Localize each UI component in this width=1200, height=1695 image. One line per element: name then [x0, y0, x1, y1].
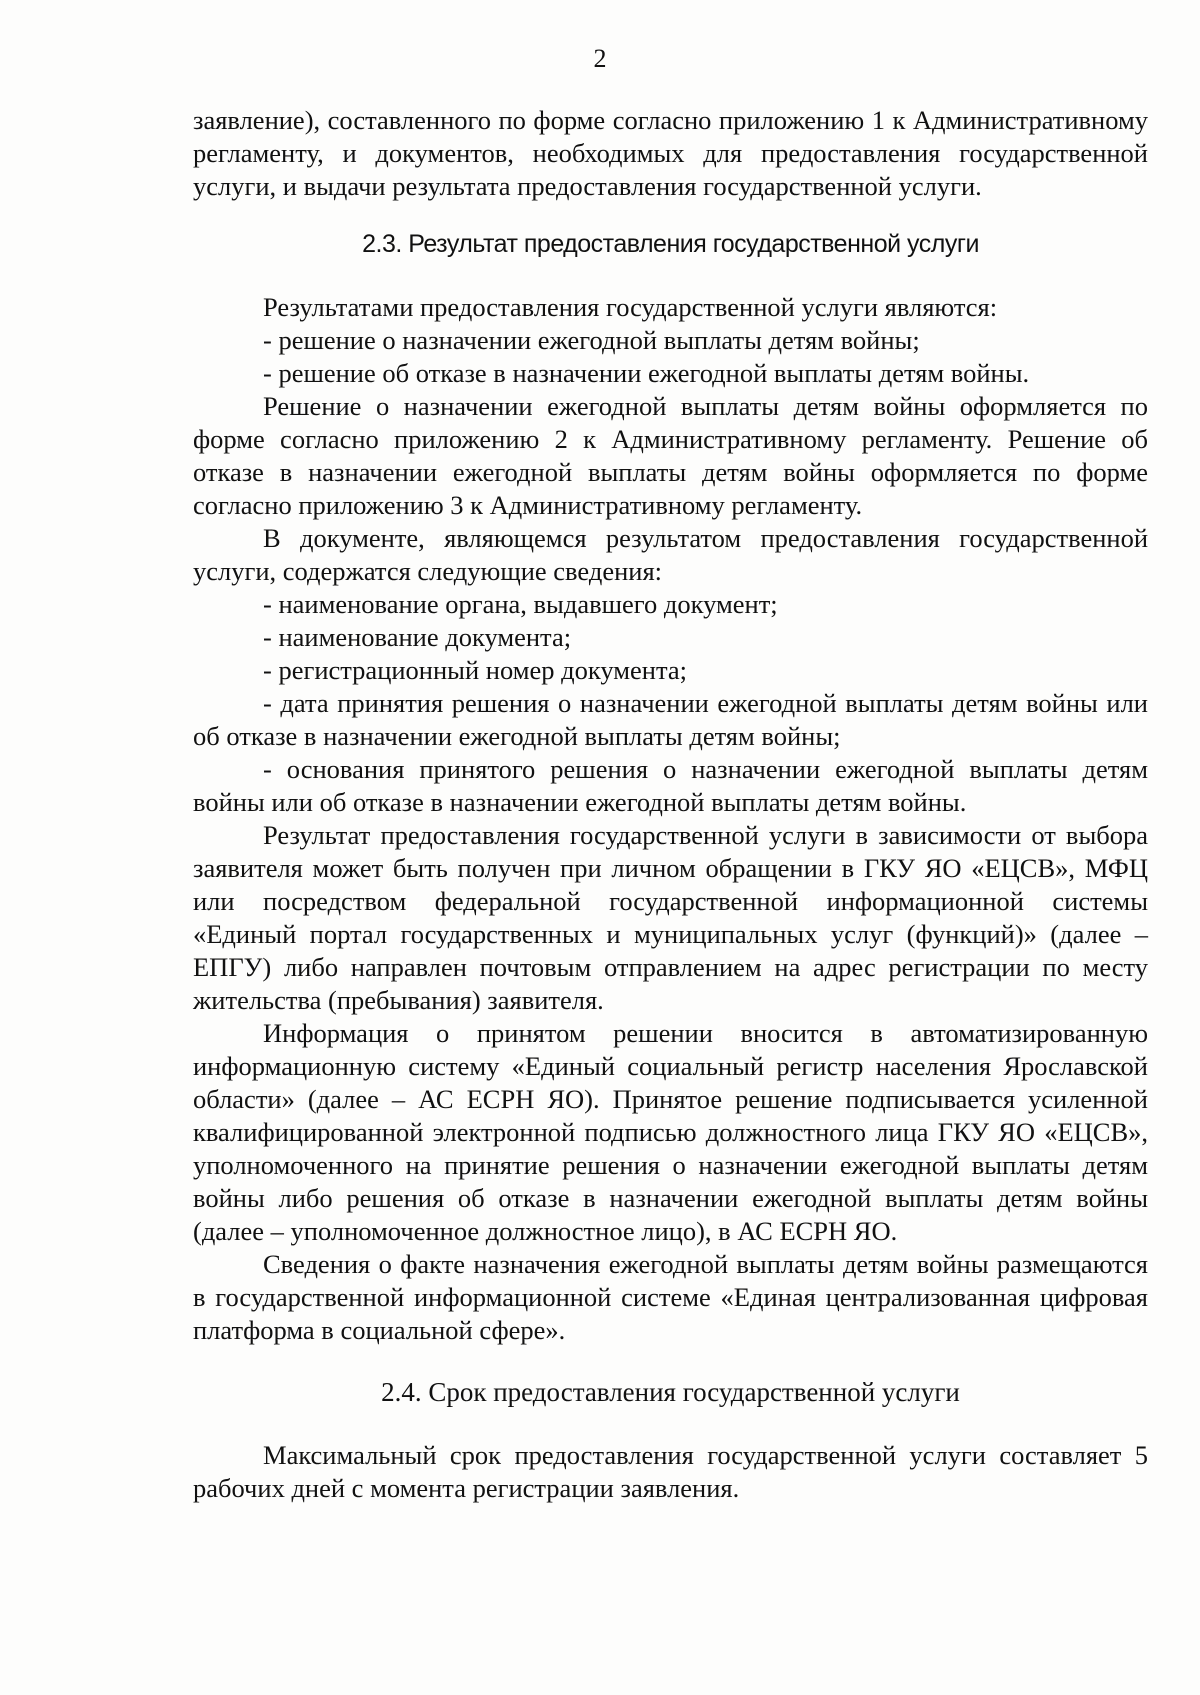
paragraph-term: Максимальный срок предоставления государственной услуги составляет 5 рабочих дней с момента регистрации заявления.: [193, 1440, 1148, 1503]
list-item-document-field: - дата принятия решения о назначении ежегодной выплаты детям войны или об отказе в назначении ежегодной выплаты детям войны;: [193, 688, 1148, 751]
list-item-document-field: - регистрационный номер документа;: [263, 655, 687, 685]
document-body: [193, 104, 1148, 1505]
heading-section-2-3: 2.3. Результат предоставления государственной услуги: [362, 230, 979, 258]
list-item-document-field: - основания принятого решения о назначении ежегодной выплаты детям войны или об отказе в назначении ежегодной выплаты детям войны.: [193, 754, 1148, 817]
heading-section-2-4: 2.4. Срок предоставления государственной услуги: [381, 1377, 960, 1407]
paragraph-information-system: Информация о принятом решении вносится в автоматизированную информационную систему «Единый социальный регистр населения Ярославской области» (далее – АС ЕСРН ЯО). Принятое решение подписывается усиленной квалифицированной электронной подписью должностного лица ГКУ ЯО «ЕЦСВ», уполномоченного на принятие решения о назначении ежегодной выплаты детям войны либо решения об отказе в назначении ежегодной выплаты детям войны (далее – уполномоченное должностное лицо), в АС ЕСРН ЯО.: [193, 1018, 1148, 1246]
list-item-result: - решение о назначении ежегодной выплаты детям войны;: [263, 325, 920, 355]
paragraph-intro: заявление), составленного по форме согласно приложению 1 к Административному регламенту, и документов, необходимых для предоставления государственной услуги, и выдачи результата предоставления государственной услуги.: [193, 105, 1148, 201]
paragraph-document-contents: В документе, являющемся результатом предоставления государственной услуги, содержатся следующие сведения:: [193, 523, 1148, 586]
paragraph-results-lead: Результатами предоставления государственной услуги являются:: [263, 292, 998, 322]
paragraph-receipt: Результат предоставления государственной услуги в зависимости от выбора заявителя может быть получен при личном обращении в ГКУ ЯО «ЕЦСВ», МФЦ или посредством федеральной государственной информационной системы «Единый портал государственных и муниципальных услуг (функций)» (далее – ЕПГУ) либо направлен почтовым отправлением на адрес регистрации по месту жительства (пребывания) заявителя.: [193, 820, 1148, 1015]
list-item-document-field: - наименование документа;: [263, 622, 572, 652]
page-number: 2: [593, 44, 607, 73]
list-item-document-field: - наименование органа, выдавшего документ;: [263, 589, 778, 619]
paragraph-platform: Сведения о факте назначения ежегодной выплаты детям войны размещаются в государственной информационной системе «Единая централизованная цифровая платформа в социальной сфере».: [193, 1249, 1148, 1345]
paragraph-forms: Решение о назначении ежегодной выплаты детям войны оформляется по форме согласно приложению 2 к Административному регламенту. Решение об отказе в назначении ежегодной выплаты детям войны оформляется по форме согласно приложению 3 к Административному регламенту.: [193, 391, 1148, 520]
list-item-result: - решение об отказе в назначении ежегодной выплаты детям войны.: [263, 358, 1030, 388]
